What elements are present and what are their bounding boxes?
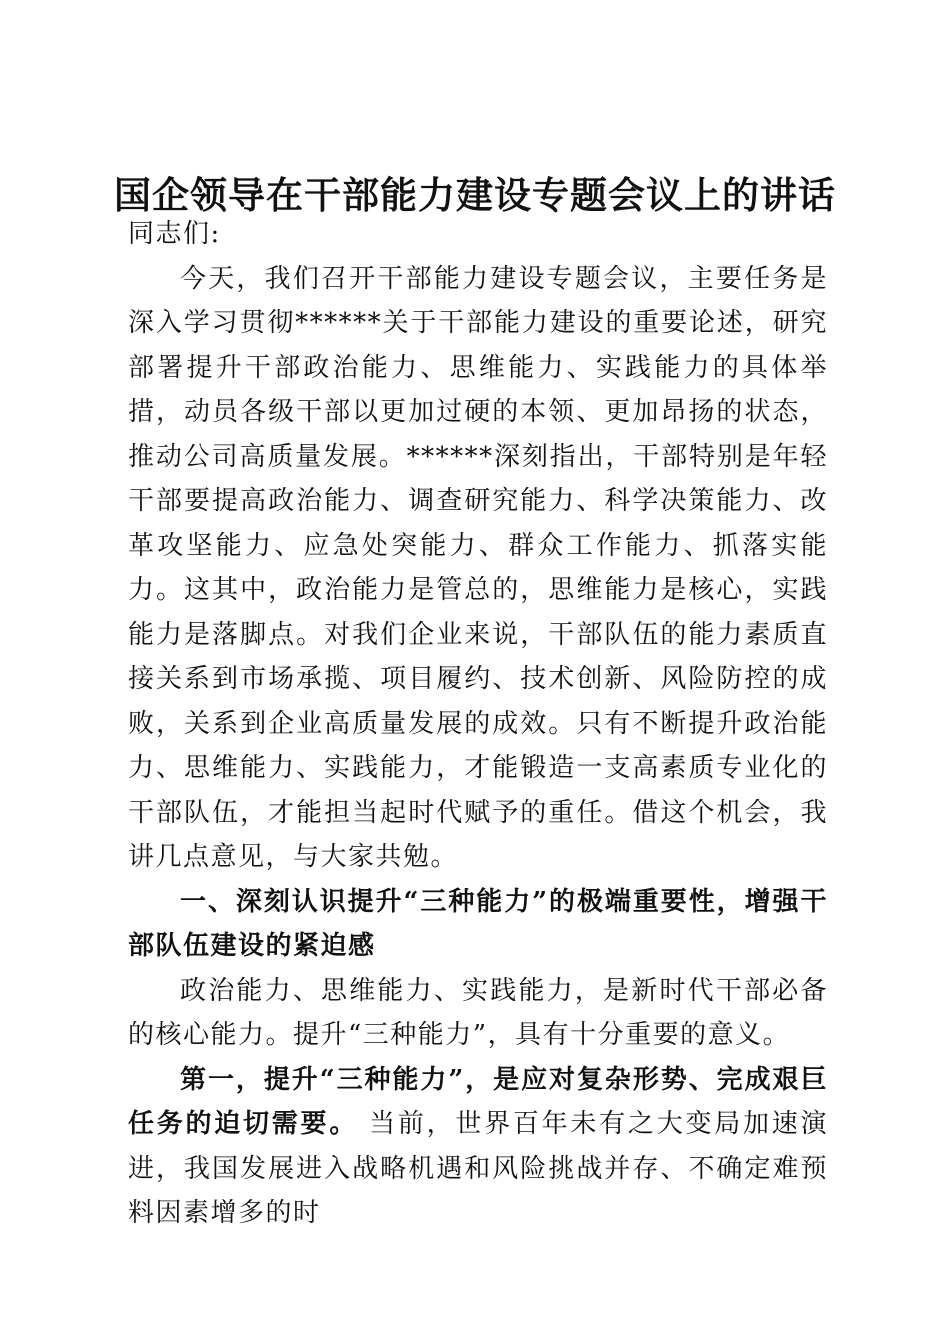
salutation: 同志们:: [128, 219, 221, 249]
section-heading-1: 一、深刻认识提升“三种能力”的极端重要性，增强干部队伍建设的紧迫感: [128, 886, 828, 961]
point-1-text: 当前，世界百年未有之大变局加速演进，我国发展进入战略机遇和风险挑战并存、不确定难预料因素增多的时: [128, 1109, 828, 1228]
document-title: 国企领导在干部能力建设专题会议上的讲话: [114, 173, 836, 217]
paragraph-intro: 今天，我们召开干部能力建设专题会议，主要任务是深入学习贯彻******关于干部能力建设的重要论述，研究部署提升干部政治能力、思维能力、实践能力的具体举措，动员各级干部以更加过硬的本领、更加昂扬的状态，推动公司高质量发展。******深刻指出，干部特别是年轻干部要提高政治能力、调查研究能力、科学决策能力、改革攻坚能力、应急处突能力、群众工作能力、抓落实能力。这其中，政治能力是管总的，思维能力是核心，实践能力是落脚点。对我们企业来说，干部队伍的能力素质直接关系到市场承揽、项目履约、技术创新、风险防控的成败，关系到企业高质量发展的成效。只有不断提升政治能力、思维能力、实践能力，才能锻造一支高素质专业化的干部队伍，才能担当起时代赋予的重任。借这个机会，我讲几点意见，与大家共勉。: [128, 263, 828, 872]
paragraph-point-1: [128, 1058, 828, 1236]
document-body: [128, 212, 828, 1236]
paragraph-section-1-intro: 政治能力、思维能力、实践能力，是新时代干部必备的核心能力。提升“三种能力”，具有十分重要的意义。: [128, 975, 828, 1050]
point-1-lead: 第一，提升“三种能力”，是应对复杂形势、完成艰巨任务的迫切需要。: [128, 1064, 828, 1139]
